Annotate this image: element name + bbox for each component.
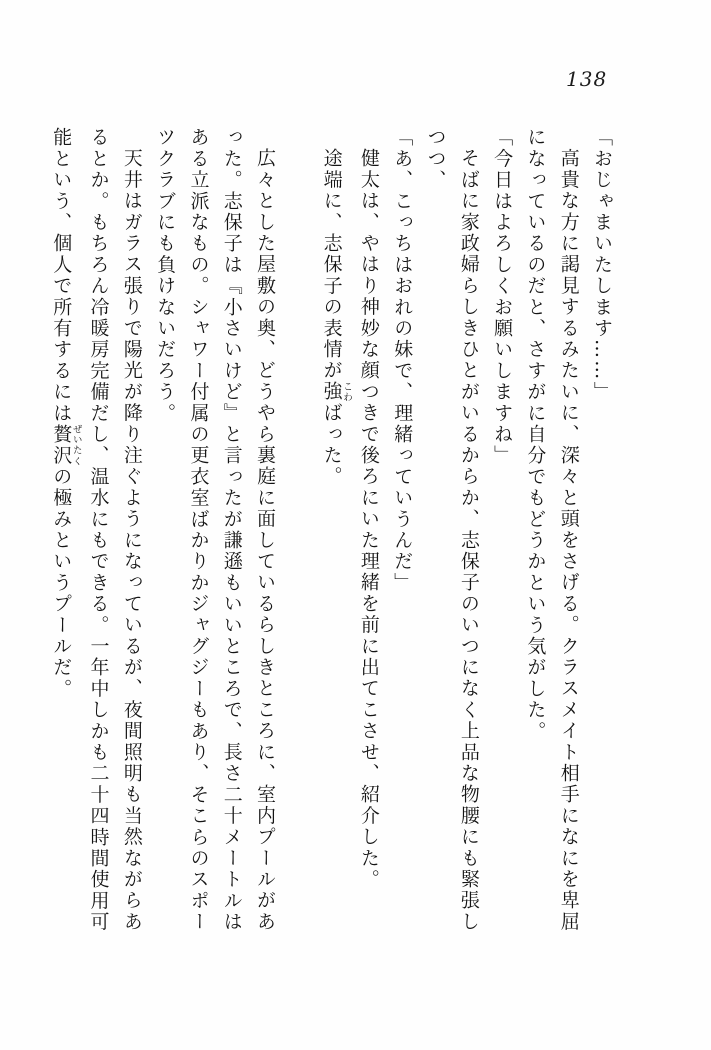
text-line: 広々とした屋敷の奥、どうやら裏庭に面しているらしきところに、室内プールがあ: [254, 148, 277, 933]
page-number: 138: [566, 67, 608, 91]
text-line: 能という、個人で所有するには贅沢ぜいたくの極みというプールだ。: [50, 127, 82, 700]
text-line: るとか。もちろん冷暖房完備だし、温水にもできる。一年中しかも二十四時間使用可: [87, 127, 110, 933]
text-line: つつ、: [424, 127, 447, 191]
blank-line: [281, 127, 314, 939]
ruby-annotated-text: 強こわ: [320, 381, 353, 403]
text-line: になっているのだと、さすがに自分でもどうかという気がした。: [524, 127, 547, 742]
ruby-annotated-text: 贅沢ぜいたく: [50, 423, 82, 467]
text-line: ツクラブにも負けないだろう。: [154, 127, 177, 424]
text-line: 「今日はよろしくお願いしますね」: [491, 127, 514, 467]
text-line: 天井はガラス張りで陽光が降り注ぐようになっているが、夜間照明も当然ながらあ: [120, 148, 143, 933]
text-line: 健太は、やはり神妙な顔つきで後ろにいた理緒を前に出てこさせ、紹介した。: [357, 148, 380, 890]
text-line: 「おじゃまいたします……」: [591, 127, 613, 403]
text-line: 高貴な方に謁見するみたいに、深々と頭をさげる。クラスメイト相手になにを卑屈: [557, 148, 580, 933]
text-line: 「あ、こっちはおれの妹で、理緒っていうんだ」: [391, 127, 414, 594]
text-line: 途端に、志保子の表情が強こわばった。: [320, 148, 353, 488]
text-line: そばに家政婦らしきひとがいるからか、志保子のいつになく上品な物腰にも緊張し: [457, 148, 480, 933]
text-line: ある立派なもの。シャワー付属の更衣室ばかりかジャグジーもあり、そこらのスポー: [187, 127, 210, 933]
text-line: った。志保子は『小さいけど』と言ったが謙遜もいいところで、長さ二十メートルは: [220, 127, 243, 933]
vertical-text-block: [52, 127, 618, 939]
